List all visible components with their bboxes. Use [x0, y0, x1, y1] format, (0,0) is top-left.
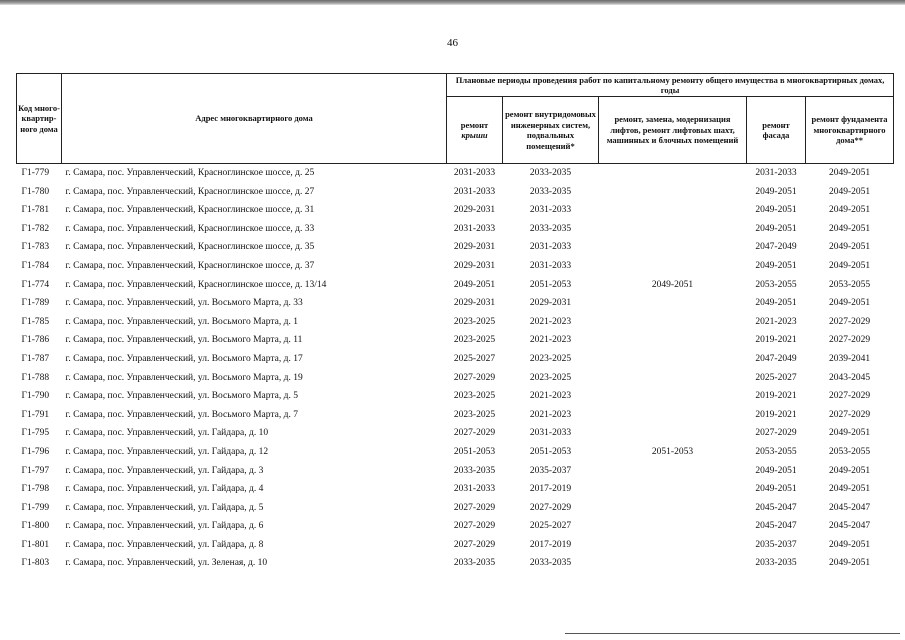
cell-facade: 2025-2027 [755, 372, 797, 383]
table-row [17, 183, 894, 202]
table-row [17, 424, 894, 443]
cell-address: г. Самара, пос. Управленческий, ул. Восьмого Марта, д. 1 [65, 316, 298, 327]
cell-elevators [599, 164, 747, 183]
cell-facade: 2049-2051 [755, 205, 797, 216]
cell-code: Г1-785 [21, 316, 50, 327]
cell-code: Г1-786 [21, 335, 50, 346]
cell-roof: 2049-2051 [453, 279, 496, 290]
cell-foundation: 2049-2051 [828, 298, 871, 309]
cell-address: г. Самара, пос. Управленческий, Красноглинское шоссе, д. 25 [65, 168, 315, 178]
cell-address: г. Самара, пос. Управленческий, ул. Гайдара, д. 12 [65, 446, 269, 457]
cell-foundation: 2049-2051 [828, 465, 871, 476]
header-elevators: ремонт, замена, модернизация лифтов, ремонт лифтовых шахт, машинных и блочных помещений [599, 97, 747, 164]
cell-elevators [599, 331, 747, 350]
table-row [17, 350, 894, 369]
cell-facade: 2019-2021 [755, 391, 797, 402]
cell-foundation: 2049-2051 [828, 186, 871, 197]
cell-elevators [599, 554, 747, 573]
cell-facade: 2053-2055 [755, 446, 797, 457]
cell-engineering: 2017-2019 [529, 484, 572, 495]
cell-foundation: 2027-2029 [828, 409, 871, 420]
cell-code: Г1-788 [21, 372, 50, 383]
cell-roof: 2031-2033 [453, 223, 496, 234]
cell-engineering: 2031-2033 [529, 428, 572, 439]
cell-engineering: 2031-2033 [529, 205, 572, 216]
cell-address: г. Самара, пос. Управленческий, Красноглинское шоссе, д. 35 [65, 242, 315, 253]
cell-foundation: 2049-2051 [828, 428, 871, 439]
cell-code: Г1-803 [21, 558, 50, 569]
cell-code: Г1-774 [21, 279, 50, 290]
cell-elevators [599, 499, 747, 518]
cell-address: г. Самара, пос. Управленческий, Красноглинское шоссе, д. 37 [65, 260, 315, 271]
cell-facade: 2035-2037 [755, 539, 797, 550]
cell-engineering: 2033-2035 [529, 558, 572, 569]
cell-address: г. Самара, пос. Управленческий, Красноглинское шоссе, д. 31 [65, 205, 315, 216]
cell-engineering: 2035-2037 [529, 465, 572, 476]
cell-engineering: 2023-2025 [529, 372, 572, 383]
cell-facade: 2049-2051 [755, 484, 797, 495]
cell-roof: 2023-2025 [453, 409, 496, 420]
cell-facade: 2021-2023 [755, 316, 797, 327]
table-row [17, 554, 894, 573]
cell-engineering: 2023-2025 [529, 353, 572, 364]
cell-roof: 2033-2035 [453, 465, 496, 476]
cell-elevators [599, 183, 747, 202]
cell-foundation: 2045-2047 [828, 502, 871, 513]
cell-engineering: 2021-2023 [529, 409, 572, 420]
cell-address: г. Самара, пос. Управленческий, ул. Восьмого Марта, д. 11 [65, 335, 303, 346]
scan-edge [0, 0, 905, 5]
cell-address: г. Самара, пос. Управленческий, ул. Восьмого Марта, д. 5 [65, 391, 298, 402]
table-row [17, 331, 894, 350]
cell-foundation: 2049-2051 [828, 242, 871, 253]
table-row [17, 369, 894, 388]
cell-facade: 2031-2033 [755, 168, 797, 178]
cell-facade: 2045-2047 [755, 521, 797, 532]
cell-elevators [599, 313, 747, 332]
cell-elevators [599, 480, 747, 499]
cell-code: Г1-790 [21, 391, 50, 402]
cell-foundation: 2027-2029 [828, 335, 871, 346]
cell-roof: 2031-2033 [453, 186, 496, 197]
cell-elevators [599, 369, 747, 388]
cell-foundation: 2049-2051 [828, 260, 871, 271]
cell-facade: 2053-2055 [755, 279, 797, 290]
cell-facade: 2019-2021 [755, 335, 797, 346]
cell-elevators [599, 257, 747, 276]
cell-foundation: 2053-2055 [828, 279, 871, 290]
cell-code: Г1-782 [21, 223, 50, 234]
cell-code: Г1-801 [21, 539, 50, 550]
cell-elevators [599, 536, 747, 555]
cell-address: г. Самара, пос. Управленческий, ул. Восьмого Марта, д. 19 [65, 372, 303, 383]
cell-elevators [599, 517, 747, 536]
table-row [17, 220, 894, 239]
cell-foundation: 2039-2041 [828, 353, 871, 364]
cell-code: Г1-789 [21, 298, 50, 309]
cell-roof: 2031-2033 [453, 168, 496, 178]
table-row [17, 462, 894, 481]
cell-code: Г1-799 [21, 502, 50, 513]
cell-roof: 2029-2031 [453, 205, 496, 216]
cell-address: г. Самара, пос. Управленческий, ул. Зеленая, д. 10 [65, 558, 268, 569]
cell-code: Г1-780 [21, 186, 50, 197]
cell-foundation: 2043-2045 [828, 372, 871, 383]
header-roof-line2: крыши [461, 130, 488, 140]
cell-facade: 2049-2051 [755, 223, 797, 234]
cell-facade: 2019-2021 [755, 409, 797, 420]
cell-elevators: 2051-2053 [651, 446, 694, 457]
cell-engineering: 2031-2033 [529, 260, 572, 271]
cell-roof: 2023-2025 [453, 391, 496, 402]
cell-engineering: 2021-2023 [529, 316, 572, 327]
cell-address: г. Самара, пос. Управленческий, ул. Гайдара, д. 5 [65, 502, 264, 513]
cell-engineering: 2031-2033 [529, 242, 572, 253]
cell-facade: 2049-2051 [755, 260, 797, 271]
cell-foundation: 2049-2051 [828, 539, 871, 550]
cell-elevators [599, 387, 747, 406]
cell-facade: 2047-2049 [755, 353, 797, 364]
cell-engineering: 2021-2023 [529, 335, 572, 346]
cell-roof: 2027-2029 [453, 539, 496, 550]
table-row [17, 164, 894, 183]
cell-code: Г1-784 [21, 260, 50, 271]
cell-foundation: 2049-2051 [828, 558, 871, 569]
scan-bottom-line [565, 633, 900, 636]
cell-code: Г1-783 [21, 242, 50, 253]
cell-facade: 2049-2051 [755, 298, 797, 309]
cell-code: Г1-795 [21, 428, 50, 439]
table-row [17, 257, 894, 276]
cell-roof: 2029-2031 [453, 242, 496, 253]
header-facade: ремонт фасада [747, 97, 806, 164]
page-number: 46 [447, 37, 458, 49]
cell-roof: 2023-2025 [453, 316, 496, 327]
cell-code: Г1-798 [21, 484, 50, 495]
table-row [17, 387, 894, 406]
cell-roof: 2029-2031 [453, 298, 496, 309]
cell-facade: 2027-2029 [755, 428, 797, 439]
cell-engineering: 2029-2031 [529, 298, 572, 309]
cell-roof: 2027-2029 [453, 372, 496, 383]
capital-repair-schedule-table [16, 73, 894, 573]
cell-address: г. Самара, пос. Управленческий, ул. Гайдара, д. 8 [65, 539, 264, 550]
cell-engineering: 2025-2027 [529, 521, 572, 532]
cell-code: Г1-797 [21, 465, 50, 476]
cell-elevators [599, 294, 747, 313]
header-code: Код много-квартир-ного дома [17, 74, 62, 164]
table-row [17, 443, 894, 462]
cell-address: г. Самара, пос. Управленческий, ул. Восьмого Марта, д. 33 [65, 298, 303, 309]
cell-facade: 2049-2051 [755, 186, 797, 197]
cell-foundation: 2049-2051 [828, 205, 871, 216]
cell-foundation: 2049-2051 [828, 484, 871, 495]
cell-address: г. Самара, пос. Управленческий, ул. Гайдара, д. 10 [65, 428, 269, 439]
cell-elevators: 2049-2051 [651, 279, 694, 290]
cell-elevators [599, 462, 747, 481]
cell-elevators [599, 406, 747, 425]
table-row [17, 517, 894, 536]
cell-address: г. Самара, пос. Управленческий, Красноглинское шоссе, д. 27 [65, 186, 315, 197]
table-row [17, 499, 894, 518]
cell-facade: 2045-2047 [755, 502, 797, 513]
header-foundation: ремонт фундамента многоквартирного дома** [806, 97, 894, 164]
cell-address: г. Самара, пос. Управленческий, ул. Гайдара, д. 6 [65, 521, 264, 532]
cell-code: Г1-796 [21, 446, 50, 457]
cell-engineering: 2017-2019 [529, 539, 572, 550]
header-address: Адрес многоквартирного дома [62, 74, 447, 164]
table-row [17, 536, 894, 555]
cell-engineering: 2051-2053 [529, 279, 572, 290]
table-row [17, 276, 894, 295]
cell-engineering: 2033-2035 [529, 223, 572, 234]
cell-facade: 2033-2035 [755, 558, 797, 569]
cell-elevators [599, 238, 747, 257]
cell-foundation: 2027-2029 [828, 391, 871, 402]
cell-foundation: 2049-2051 [828, 168, 871, 178]
cell-code: Г1-787 [21, 353, 50, 364]
cell-foundation: 2053-2055 [828, 446, 871, 457]
cell-elevators [599, 350, 747, 369]
cell-address: г. Самара, пос. Управленческий, ул. Гайдара, д. 3 [65, 465, 264, 476]
cell-foundation: 2049-2051 [828, 223, 871, 234]
cell-facade: 2049-2051 [755, 465, 797, 476]
cell-foundation: 2045-2047 [828, 521, 871, 532]
cell-code: Г1-779 [21, 168, 50, 178]
cell-engineering: 2051-2053 [529, 446, 572, 457]
cell-address: г. Самара, пос. Управленческий, Красноглинское шоссе, д. 13/14 [65, 279, 327, 290]
table-row [17, 294, 894, 313]
cell-engineering: 2021-2023 [529, 391, 572, 402]
cell-roof: 2031-2033 [453, 484, 496, 495]
table-row [17, 201, 894, 220]
cell-roof: 2027-2029 [453, 502, 496, 513]
table-body [17, 164, 894, 574]
cell-elevators [599, 424, 747, 443]
cell-elevators [599, 201, 747, 220]
header-roof-line1: ремонт [460, 119, 489, 130]
cell-roof: 2033-2035 [453, 558, 496, 569]
cell-foundation: 2027-2029 [828, 316, 871, 327]
cell-address: г. Самара, пос. Управленческий, ул. Гайдара, д. 4 [65, 484, 264, 495]
cell-code: Г1-791 [21, 409, 50, 420]
cell-facade: 2047-2049 [755, 242, 797, 253]
header-engineering: ремонт внутридомовых инженерных систем, подвальных помещений* [503, 97, 599, 164]
cell-engineering: 2027-2029 [529, 502, 572, 513]
table-row [17, 406, 894, 425]
cell-address: г. Самара, пос. Управленческий, ул. Восьмого Марта, д. 17 [65, 353, 303, 364]
cell-code: Г1-781 [21, 205, 50, 216]
table-row [17, 480, 894, 499]
header-periods-title: Плановые периоды проведения работ по капитальному ремонту общего имущества в многоквартирных домах, годы [447, 74, 894, 97]
cell-code: Г1-800 [21, 521, 50, 532]
cell-roof: 2029-2031 [453, 260, 496, 271]
cell-address: г. Самара, пос. Управленческий, ул. Восьмого Марта, д. 7 [65, 409, 298, 420]
cell-address: г. Самара, пос. Управленческий, Красноглинское шоссе, д. 33 [65, 223, 315, 234]
table-row [17, 238, 894, 257]
cell-roof: 2023-2025 [453, 335, 496, 346]
cell-roof: 2051-2053 [453, 446, 496, 457]
cell-roof: 2027-2029 [453, 521, 496, 532]
cell-elevators [599, 220, 747, 239]
cell-roof: 2025-2027 [453, 353, 496, 364]
header-roof [447, 97, 503, 164]
cell-engineering: 2033-2035 [529, 186, 572, 197]
table-row [17, 313, 894, 332]
cell-roof: 2027-2029 [453, 428, 496, 439]
cell-engineering: 2033-2035 [529, 168, 572, 178]
